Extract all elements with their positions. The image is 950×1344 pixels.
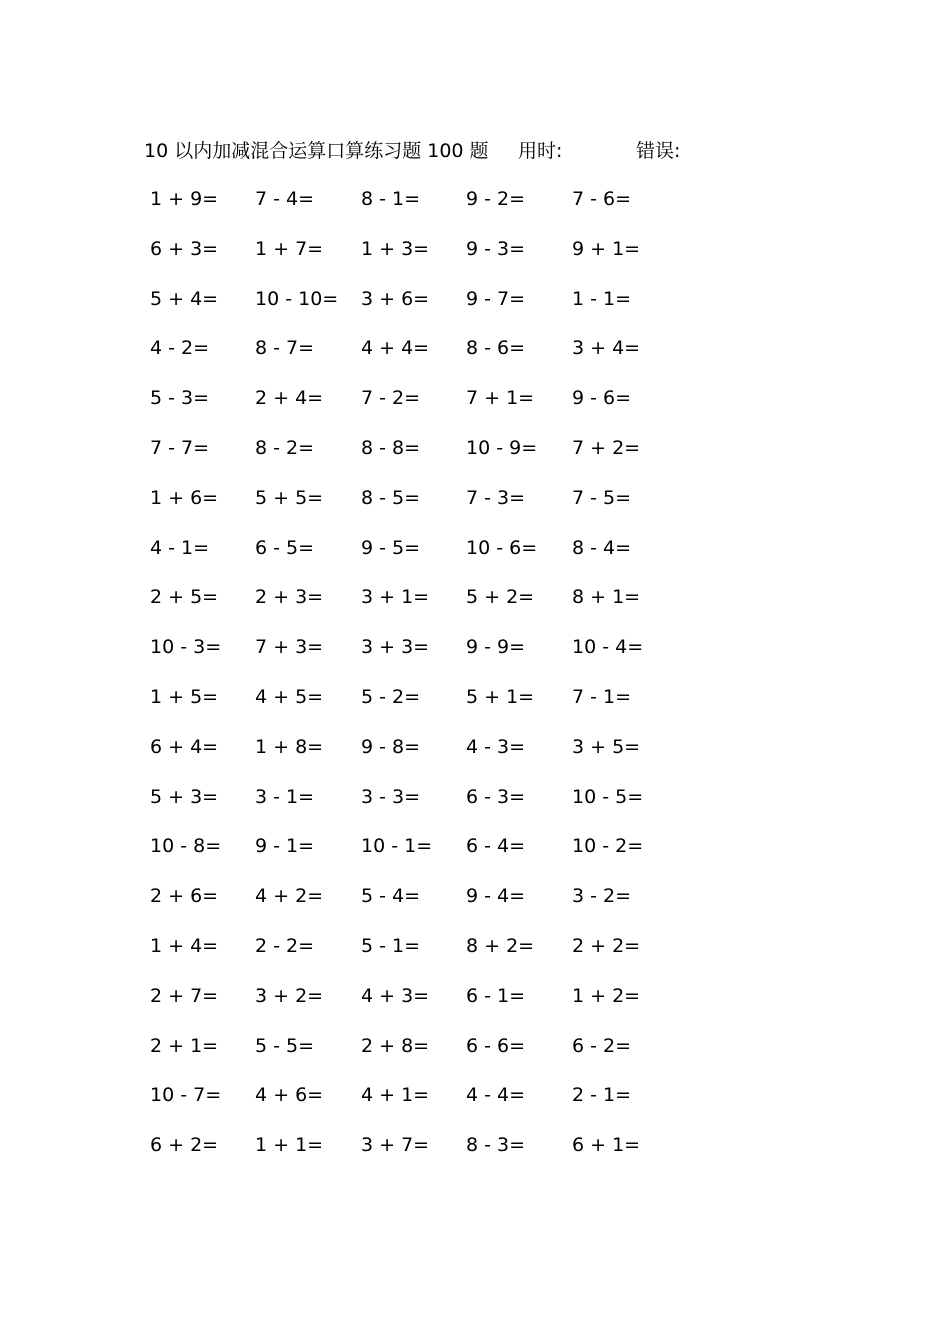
problem-cell: 1 + 6= <box>150 486 219 509</box>
problem-cell: 1 + 4= <box>150 934 219 957</box>
problem-cell: 7 - 2= <box>361 387 421 410</box>
problem-cell: 10 - 7= <box>150 1084 222 1107</box>
problem-row <box>150 982 710 1032</box>
problem-cell: 3 - 3= <box>361 785 421 808</box>
problem-cell: 10 - 8= <box>150 835 222 858</box>
problem-row <box>150 882 710 932</box>
problem-grid <box>150 185 710 1181</box>
problem-cell: 7 - 3= <box>466 486 526 509</box>
problem-cell: 4 - 4= <box>466 1084 526 1107</box>
worksheet-title: 10 以内加减混合运算口算练习题 100 题 <box>144 140 489 162</box>
error-count-label: 错误: <box>636 140 681 162</box>
problem-row <box>150 783 710 833</box>
problem-cell: 5 - 1= <box>361 934 421 957</box>
problem-cell: 6 - 6= <box>466 1034 526 1057</box>
problem-cell: 8 - 4= <box>572 536 632 559</box>
problem-cell: 2 + 2= <box>572 934 641 957</box>
problem-cell: 6 - 4= <box>466 835 526 858</box>
problem-cell: 9 - 5= <box>361 536 421 559</box>
problem-cell: 8 + 2= <box>466 934 535 957</box>
problem-cell: 8 + 1= <box>572 586 641 609</box>
problem-cell: 9 - 6= <box>572 387 632 410</box>
problem-cell: 10 - 2= <box>572 835 644 858</box>
problem-cell: 10 - 9= <box>466 436 538 459</box>
problem-cell: 5 - 2= <box>361 685 421 708</box>
problem-cell: 3 + 3= <box>361 636 430 659</box>
problem-cell: 10 - 3= <box>150 636 222 659</box>
problem-cell: 6 - 1= <box>466 984 526 1007</box>
problem-cell: 3 - 1= <box>255 785 315 808</box>
problem-cell: 8 - 5= <box>361 486 421 509</box>
problem-row <box>150 384 710 434</box>
problem-cell: 1 + 8= <box>255 735 324 758</box>
problem-cell: 6 - 3= <box>466 785 526 808</box>
problem-cell: 5 - 3= <box>150 387 210 410</box>
problem-cell: 6 - 2= <box>572 1034 632 1057</box>
problem-cell: 9 - 4= <box>466 885 526 908</box>
problem-cell: 4 + 6= <box>255 1084 324 1107</box>
problem-cell: 7 - 7= <box>150 436 210 459</box>
problem-row <box>150 334 710 384</box>
problem-row <box>150 534 710 584</box>
problem-cell: 3 + 6= <box>361 287 430 310</box>
problem-row <box>150 583 710 633</box>
problem-cell: 5 + 5= <box>255 486 324 509</box>
problem-cell: 2 - 1= <box>572 1084 632 1107</box>
problem-cell: 1 - 1= <box>572 287 632 310</box>
problem-cell: 4 + 1= <box>361 1084 430 1107</box>
problem-cell: 2 + 4= <box>255 387 324 410</box>
problem-cell: 10 - 5= <box>572 785 644 808</box>
problem-cell: 4 + 2= <box>255 885 324 908</box>
problem-cell: 7 + 1= <box>466 387 535 410</box>
problem-cell: 6 - 5= <box>255 536 315 559</box>
problem-cell: 2 + 5= <box>150 586 219 609</box>
problem-cell: 2 + 8= <box>361 1034 430 1057</box>
problem-cell: 6 + 2= <box>150 1134 219 1157</box>
problem-cell: 7 - 6= <box>572 188 632 210</box>
problem-row <box>150 1081 710 1131</box>
problem-cell: 5 + 3= <box>150 785 219 808</box>
problem-cell: 5 + 2= <box>466 586 535 609</box>
problem-cell: 5 + 4= <box>150 287 219 310</box>
problem-cell: 10 - 1= <box>361 835 433 858</box>
problem-cell: 9 - 8= <box>361 735 421 758</box>
problem-row <box>150 1131 710 1181</box>
problem-row <box>150 633 710 683</box>
problem-cell: 1 + 9= <box>150 188 219 210</box>
problem-row <box>150 1032 710 1082</box>
problem-row <box>150 484 710 534</box>
problem-cell: 4 + 5= <box>255 685 324 708</box>
problem-cell: 9 - 3= <box>466 237 526 260</box>
problem-row <box>150 285 710 335</box>
problem-cell: 8 - 2= <box>255 436 315 459</box>
problem-cell: 3 + 7= <box>361 1134 430 1157</box>
problem-cell: 7 + 3= <box>255 636 324 659</box>
problem-cell: 1 + 1= <box>255 1134 324 1157</box>
problem-cell: 1 + 5= <box>150 685 219 708</box>
problem-cell: 4 - 2= <box>150 337 210 360</box>
problem-cell: 8 - 1= <box>361 188 421 210</box>
problem-cell: 3 + 5= <box>572 735 641 758</box>
problem-cell: 5 - 4= <box>361 885 421 908</box>
problem-cell: 5 - 5= <box>255 1034 315 1057</box>
problem-cell: 2 + 1= <box>150 1034 219 1057</box>
problem-cell: 4 + 3= <box>361 984 430 1007</box>
problem-cell: 5 + 1= <box>466 685 535 708</box>
problem-row <box>150 832 710 882</box>
problem-cell: 9 - 1= <box>255 835 315 858</box>
time-used-label: 用时: <box>518 140 563 162</box>
problem-cell: 7 + 2= <box>572 436 641 459</box>
problem-cell: 7 - 4= <box>255 188 315 210</box>
problem-cell: 3 + 4= <box>572 337 641 360</box>
problem-cell: 6 + 1= <box>572 1134 641 1157</box>
problem-cell: 4 - 3= <box>466 735 526 758</box>
problem-cell: 8 - 6= <box>466 337 526 360</box>
problem-cell: 7 - 5= <box>572 486 632 509</box>
problem-cell: 2 + 3= <box>255 586 324 609</box>
problem-cell: 7 - 1= <box>572 685 632 708</box>
problem-cell: 3 + 2= <box>255 984 324 1007</box>
problem-cell: 9 + 1= <box>572 237 641 260</box>
problem-cell: 3 + 1= <box>361 586 430 609</box>
problem-cell: 6 + 3= <box>150 237 219 260</box>
problem-cell: 1 + 2= <box>572 984 641 1007</box>
problem-cell: 1 + 7= <box>255 237 324 260</box>
problem-cell: 8 - 3= <box>466 1134 526 1157</box>
problem-cell: 3 - 2= <box>572 885 632 908</box>
problem-cell: 2 + 6= <box>150 885 219 908</box>
problem-row <box>150 733 710 783</box>
problem-cell: 4 + 4= <box>361 337 430 360</box>
problem-cell: 9 - 9= <box>466 636 526 659</box>
problem-row <box>150 235 710 285</box>
problem-cell: 9 - 2= <box>466 188 526 210</box>
problem-cell: 10 - 6= <box>466 536 538 559</box>
problem-row <box>150 683 710 733</box>
problem-cell: 4 - 1= <box>150 536 210 559</box>
problem-cell: 1 + 3= <box>361 237 430 260</box>
problem-cell: 8 - 7= <box>255 337 315 360</box>
problem-cell: 2 - 2= <box>255 934 315 957</box>
problem-cell: 10 - 10= <box>255 287 339 310</box>
problem-row <box>150 434 710 484</box>
problem-cell: 6 + 4= <box>150 735 219 758</box>
problem-row <box>150 185 710 235</box>
problem-cell: 9 - 7= <box>466 287 526 310</box>
problem-row <box>150 932 710 982</box>
problem-cell: 2 + 7= <box>150 984 219 1007</box>
problem-cell: 10 - 4= <box>572 636 644 659</box>
problem-cell: 8 - 8= <box>361 436 421 459</box>
